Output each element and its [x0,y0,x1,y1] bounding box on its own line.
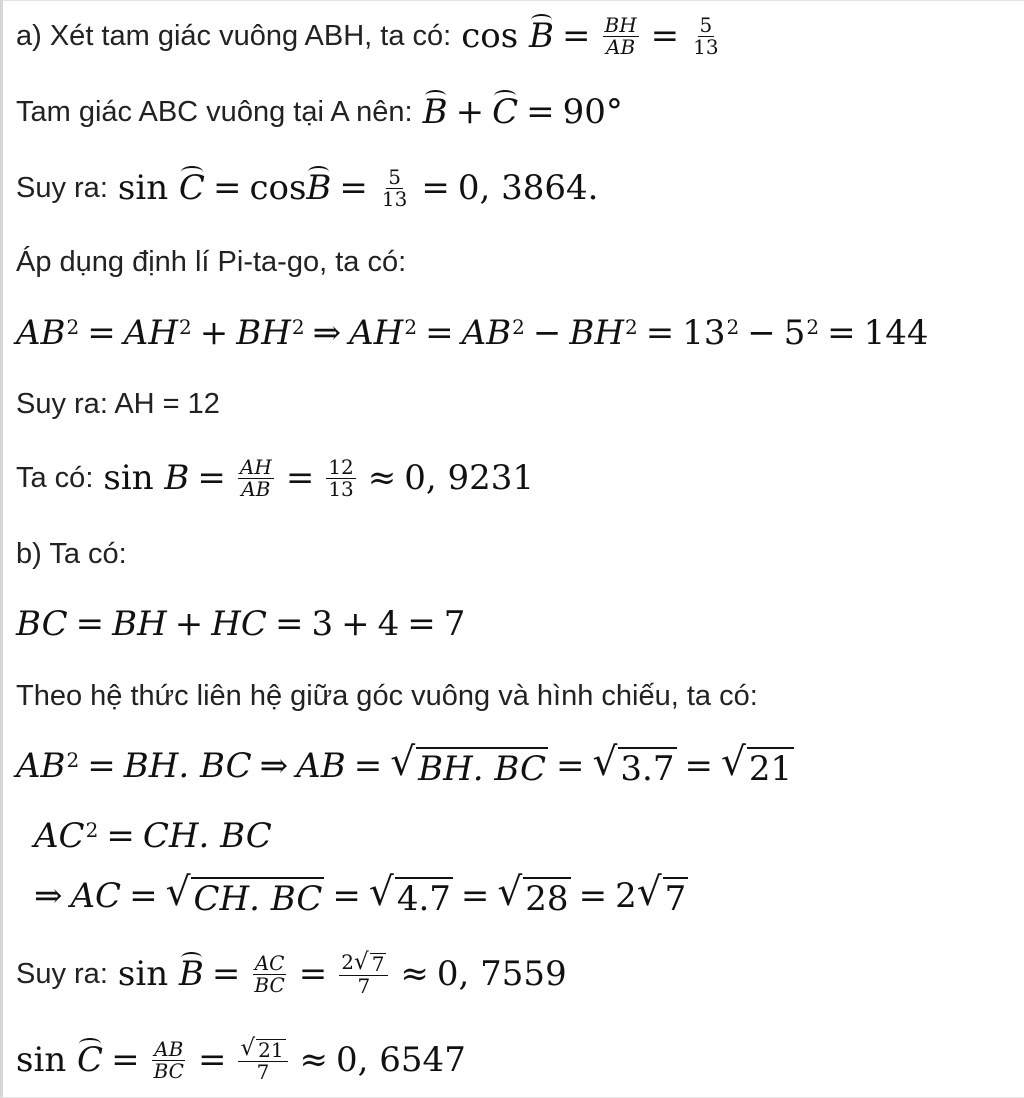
var-bh: BH [569,313,624,353]
equals: = [285,458,315,498]
value: 0, 6547 [336,1040,466,1080]
angle-b: B [529,16,555,56]
sin-fn: sin [117,954,169,994]
line-5-math [16,313,929,353]
minus: − [532,313,562,353]
line-8-text: b) Ta có: [16,537,127,570]
radicand: 7 [664,879,687,919]
var-ah: AH [123,313,178,353]
sqrt-21 [721,740,794,789]
line-6 [16,384,220,424]
exp: 2 [85,818,99,842]
var-ab: AB [16,313,66,353]
denominator: AB [241,476,271,501]
line-14-math [118,951,567,997]
numerator: 5 [699,12,713,37]
var-ab: AB [296,746,346,786]
implies: ⇒ [312,313,342,353]
radicand: CH. BC [193,879,323,919]
numerator: AC [254,950,285,975]
equals: = [106,816,135,856]
plus: + [199,313,229,353]
fraction-ac-bc [252,950,286,997]
exp: 2 [726,315,740,339]
radical-sign: √ [368,870,394,915]
value-90: 90° [562,92,623,132]
fraction-sqrt21-7 [238,1037,287,1083]
radical-sign: √ [592,740,618,785]
line-12-math [34,816,272,856]
line-2-math [423,92,623,132]
value: 0, 3864. [457,168,599,208]
var-ac: AC [70,876,122,916]
result-144: 144 [863,313,929,353]
fraction-ab-bc [152,1036,186,1083]
angle-b: B [422,92,448,132]
line-4 [16,242,406,282]
equals: = [211,954,241,994]
exp: 2 [512,315,525,339]
plus: + [341,604,370,644]
numerator [238,1037,287,1062]
line-14 [16,944,567,1004]
equals: = [87,746,116,786]
cos-fn: cos [461,16,519,56]
approx: ≈ [400,954,429,994]
radical-sign: √ [240,1035,256,1061]
line-2-text: Tam giác ABC vuông tại A nên: [16,95,413,128]
line-2 [16,90,623,134]
equals: = [197,458,226,498]
equals: = [274,604,304,644]
var-bh: BH [236,313,291,353]
line-12 [34,812,272,860]
equals: = [460,876,490,916]
coef-2: 2 [341,950,355,974]
equals: = [526,92,555,132]
equals: = [556,746,585,786]
sqrt-bh-bc [390,740,548,789]
fraction-5-13 [691,12,720,59]
equals: = [425,313,454,353]
line-3-text: Suy ra: [16,171,108,204]
fraction-5-13 [380,164,409,211]
line-7-math [103,454,535,501]
equals: = [332,876,361,916]
radical-sign: √ [390,740,416,785]
numerator: BH [604,12,637,37]
denominator: BC [254,972,285,997]
equals: = [421,168,450,208]
sqrt-ch-bc [165,870,325,919]
var-ab: AB [16,746,66,786]
line-15 [16,1030,466,1090]
line-1 [16,14,725,58]
equals: = [827,313,856,353]
line-13 [34,870,688,922]
radicand: 7 [371,952,385,976]
num-13: 13 [682,313,726,353]
line-1-math [461,12,724,59]
fraction-ah-ab [238,454,274,501]
coef-2: 2 [615,876,637,916]
line-9 [16,600,465,648]
angle-b: B [306,168,332,208]
line-10 [16,676,758,716]
line-9-math [16,604,465,644]
line-7-text: Ta có: [16,461,94,494]
angle-c: C [492,92,519,132]
denominator: 13 [328,476,354,501]
cos-fn: cos [249,168,307,208]
line-14-text: Suy ra: [16,957,108,990]
radical-sign: √ [721,740,746,785]
approx: ≈ [367,458,397,498]
angle-b: B [178,954,204,994]
result-7: 7 [443,604,466,644]
line-8 [16,534,127,574]
num-3: 3 [311,604,334,644]
value: 0, 9231 [404,458,535,498]
minus: − [747,313,776,353]
angle-c: C [77,1040,104,1080]
equals: = [339,168,368,208]
exp: 2 [806,315,820,339]
equals: = [353,746,383,786]
num-4: 4 [377,604,400,644]
exp: 2 [404,315,418,339]
line-13-math [34,870,688,919]
equals: = [578,876,608,916]
line-3-math [117,164,599,211]
fraction-12-13 [326,454,355,501]
denominator: 7 [256,1060,270,1084]
numerator: 12 [328,454,354,479]
sqrt-7 [354,951,386,975]
product-ch-bc: CH. BC [142,816,272,856]
equals: = [684,746,713,786]
numerator: AH [239,454,272,479]
equals: = [129,876,158,916]
fraction-2sqrt7-7 [339,951,388,997]
line-11 [16,740,794,792]
denominator: 13 [381,186,408,211]
exp: 2 [179,315,192,339]
radicand: BH. BC [418,749,547,789]
var-ah: AH [349,313,404,353]
radical-sign: √ [165,870,191,915]
equals: = [197,1040,227,1080]
radicand: 21 [748,749,793,789]
equals: = [87,313,116,353]
line-10-text: Theo hệ thức liên hệ giữa góc vuông và hình chiếu, ta có: [16,679,758,712]
exp: 2 [66,748,80,772]
value: 0, 7559 [436,954,567,994]
var-ac: AC [34,816,85,856]
denominator: 7 [357,974,371,998]
line-1-text: a) Xét tam giác vuông ABH, ta có: [16,19,452,52]
denominator: AB [606,34,636,59]
sin-fn: sin [16,1040,67,1080]
numerator: 5 [388,164,401,189]
var-bh: BH [112,604,167,644]
equals: = [75,604,105,644]
sin-fn: sin [103,458,154,498]
equals: = [562,16,591,56]
equals: = [645,313,675,353]
implies: ⇒ [259,746,289,786]
sqrt-3-7 [592,740,677,789]
radicand: 4.7 [396,879,451,919]
numerator: AB [154,1036,184,1061]
sin-fn: sin [117,168,169,208]
equals: = [298,954,328,994]
exp: 2 [291,315,305,339]
num-5: 5 [783,313,806,353]
sqrt-7 [636,870,689,919]
plus: + [174,604,204,644]
angle-c: C [178,168,205,208]
numerator [339,951,388,976]
sqrt-4-7 [368,870,453,919]
denominator: 13 [693,34,719,59]
line-6-text: Suy ra: AH = 12 [16,387,220,420]
equals: = [111,1040,140,1080]
line-4-text: Áp dụng định lí Pi-ta-go, ta có: [16,245,407,278]
exp: 2 [66,315,80,339]
exp: 2 [624,315,638,339]
var-ab: AB [461,313,512,353]
radical-sign: √ [354,949,369,975]
plus: + [455,92,485,132]
line-5 [16,308,929,358]
equals: = [650,16,680,56]
line-7 [16,450,534,506]
radical-sign: √ [497,870,523,915]
var-bc: BC [16,604,68,644]
denominator: BC [153,1058,184,1083]
radical-sign: √ [636,870,662,915]
radicand: 3.7 [620,749,675,789]
approx: ≈ [299,1040,329,1080]
sqrt-21 [240,1037,285,1061]
equals: = [407,604,436,644]
sqrt-28 [497,870,570,919]
line-15-math [16,1037,466,1083]
equals: = [212,168,242,208]
product-bh-bc: BH. BC [123,746,252,786]
radicand: 28 [525,879,569,919]
var-hc: HC [211,604,267,644]
fraction-bh-ab [603,12,639,59]
var-b: B [164,458,190,498]
implies: ⇒ [34,876,63,916]
line-3 [16,164,598,212]
line-11-math [16,740,794,789]
radicand: 21 [258,1038,284,1062]
